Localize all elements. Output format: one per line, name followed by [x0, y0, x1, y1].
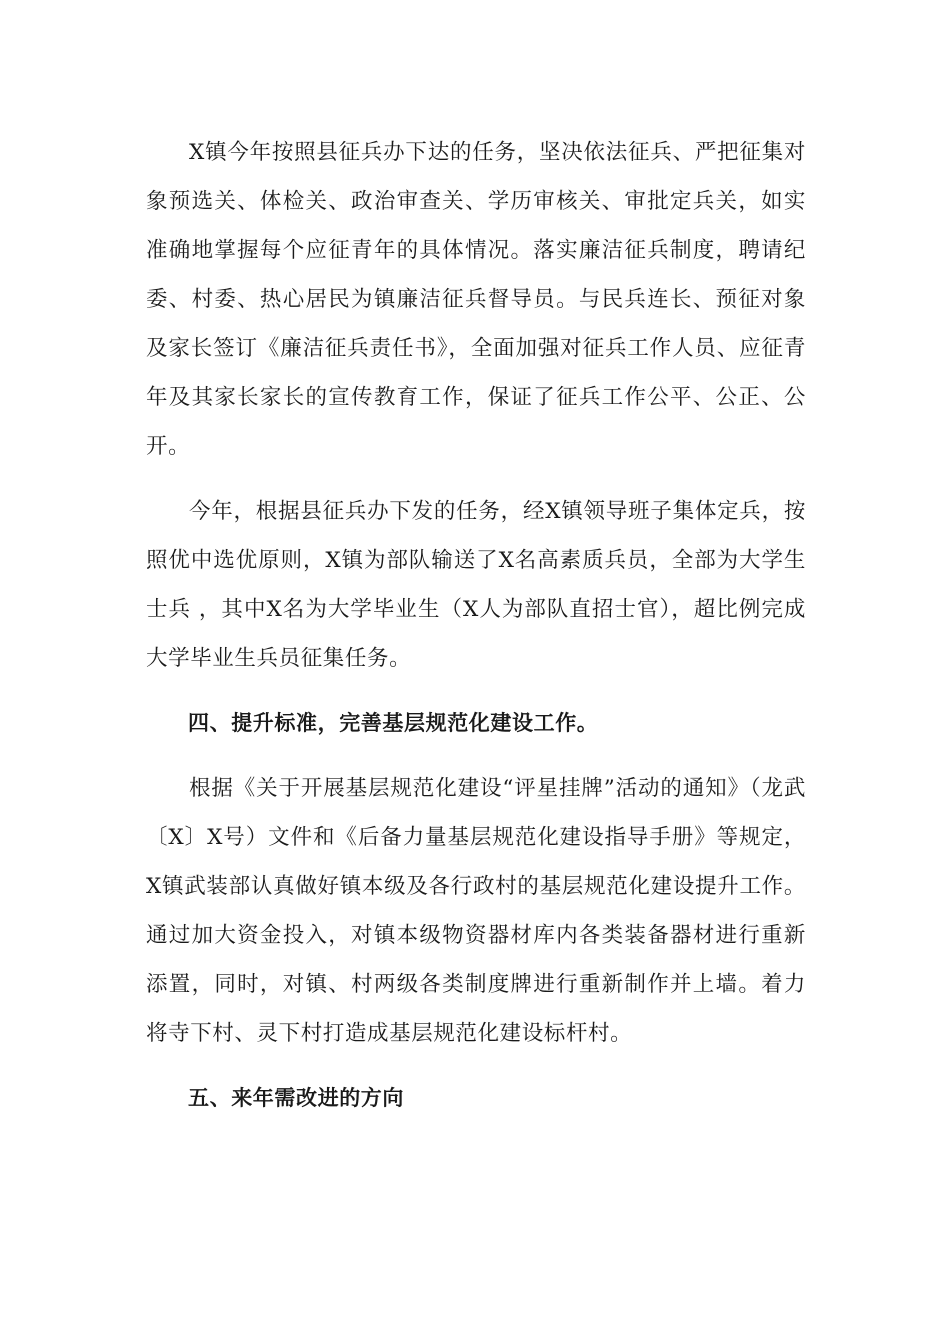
- section-heading-four: 四、提升标准，完善基层规范化建设工作。: [188, 711, 599, 735]
- document-page: [146, 128, 806, 1123]
- paragraph-standardization: 根据《关于开展基层规范化建设“评星挂牌”活动的通知》（龙武〔X〕X号）文件和《后备力量基层规范化建设指导手册》等规定，X镇武装部认真做好镇本级及各行政村的基层规范化建设提升工作。通过加大资金投入，对镇本级物资器材库内各类装备器材进行重新添置，同时，对镇、村两级各类制度牌进行重新制作并上墙。着力将寺下村、灵下村打造成基层规范化建设标杆村。: [146, 776, 806, 1046]
- paragraph-recruitment-integrity: X镇今年按照县征兵办下达的任务，坚决依法征兵、严把征集对象预选关、体检关、政治审查关、学历审核关、审批定兵关，如实准确地掌握每个应征青年的具体情况。落实廉洁征兵制度，聘请纪委、村委、热心居民为镇廉洁征兵督导员。与民兵连长、预征对象及家长签订《廉洁征兵责任书》，全面加强对征兵工作人员、应征青年及其家长家长的宣传教育工作，保证了征兵工作公平、公正、公开。: [146, 140, 806, 459]
- section-heading-five: 五、来年需改进的方向: [188, 1086, 404, 1110]
- paragraph-recruitment-results: 今年，根据县征兵办下发的任务，经X镇领导班子集体定兵，按照优中选优原则，X镇为部队输送了X名高素质兵员，全部为大学生士兵 ，其中X名为大学毕业生（X人为部队直招士官），超比例完成大学毕业生兵员征集任务。: [146, 499, 806, 671]
